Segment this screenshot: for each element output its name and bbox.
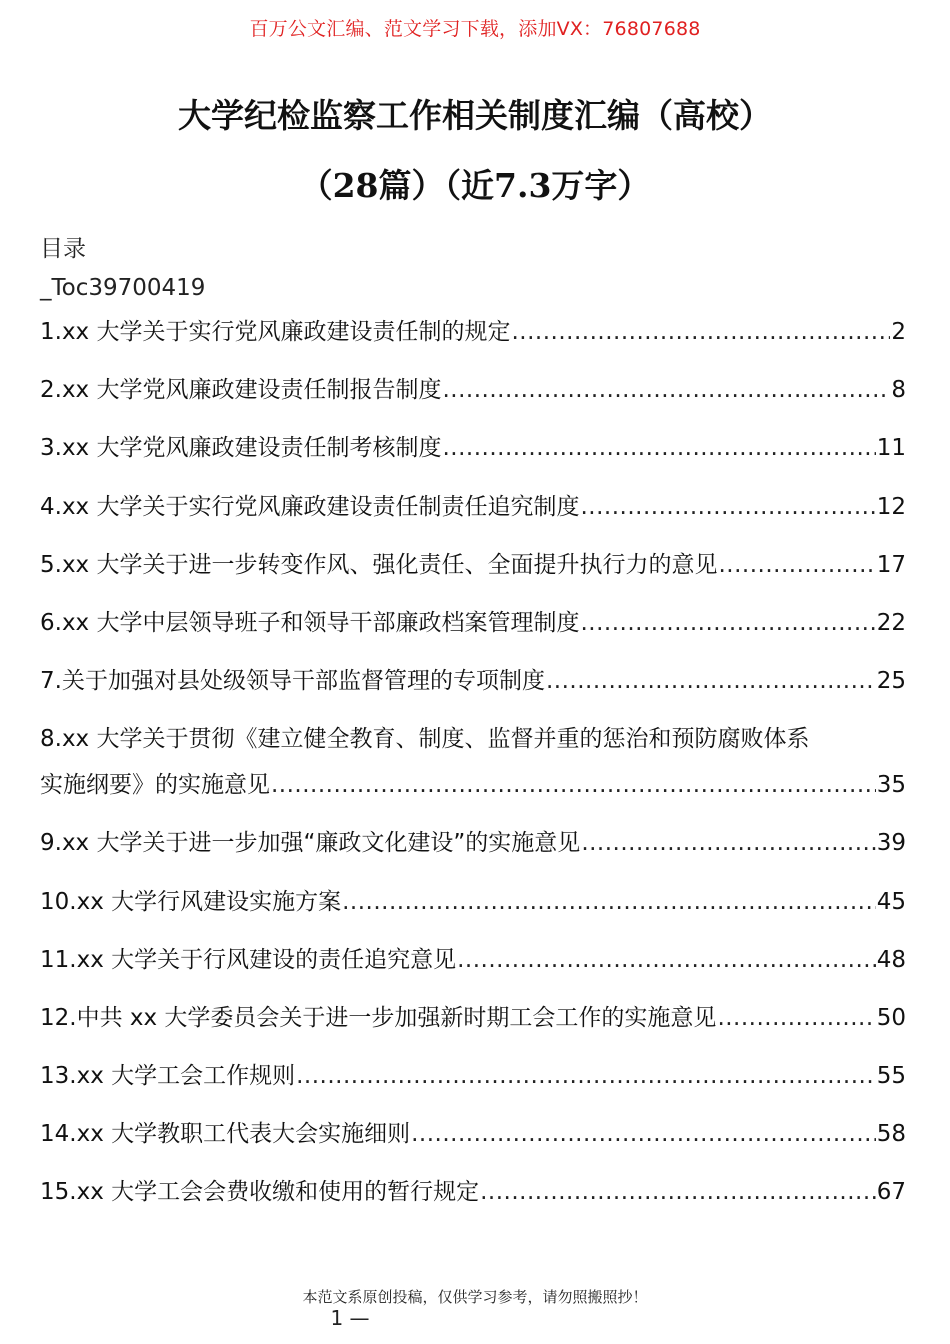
toc-entry-page: 55 <box>876 1063 906 1090</box>
toc-entry-page: 25 <box>876 668 906 695</box>
toc-entry-title[interactable]: 11.xx 大学关于行风建设的责任追究意见 <box>40 946 457 973</box>
toc-entry-page: 48 <box>876 946 906 973</box>
leader-dots <box>718 546 875 584</box>
toc-entry[interactable] <box>40 546 906 604</box>
toc-entry-title[interactable]: 10.xx 大学行风建设实施方案 <box>40 888 342 915</box>
toc-entry-title[interactable]: 13.xx 大学工会工作规则 <box>40 1063 296 1090</box>
toc-entry[interactable] <box>40 824 906 882</box>
toc-entry-page: 67 <box>876 1179 906 1206</box>
table-of-contents <box>40 313 906 1232</box>
toc-entry-page: 22 <box>876 609 906 636</box>
toc-entry[interactable] <box>40 883 906 941</box>
toc-entry-page: 50 <box>876 1004 906 1031</box>
toc-entry[interactable] <box>40 604 906 662</box>
toc-entry[interactable] <box>40 662 906 720</box>
toc-entry-title[interactable]: 1.xx 大学关于实行党风廉政建设责任制的规定 <box>40 319 511 345</box>
toc-entry-title-continued[interactable]: 实施纲要》的实施意见 <box>40 772 270 799</box>
toc-entry[interactable] <box>40 941 906 999</box>
leader-dots <box>342 883 876 921</box>
toc-entry[interactable] <box>40 371 906 429</box>
toc-heading: 目录 <box>40 236 86 262</box>
toc-entry-title[interactable]: 9.xx 大学关于进一步加强“廉政文化建设”的实施意见 <box>40 830 581 857</box>
toc-entry-title[interactable]: 14.xx 大学教职工代表大会实施细则 <box>40 1121 411 1148</box>
footer-note: 本范文系原创投稿，仅供学习参考，请勿照搬照抄！ <box>302 1288 648 1306</box>
toc-entry-page: 8 <box>891 377 906 404</box>
leader-dots <box>457 941 876 979</box>
toc-entry-title[interactable]: 7.关于加强对县处级领导干部监督管理的专项制度 <box>40 668 545 695</box>
toc-entry[interactable] <box>40 313 906 371</box>
toc-entry-page: 58 <box>876 1121 906 1148</box>
leader-dots <box>717 999 875 1037</box>
toc-entry-title[interactable]: 5.xx 大学关于进一步转变作风、强化责任、全面提升执行力的意见 <box>40 551 718 578</box>
leader-dots <box>271 766 876 804</box>
leader-dots <box>411 1115 876 1153</box>
leader-dots <box>480 1173 876 1211</box>
toc-entry-page: 17 <box>876 551 906 578</box>
toc-entry-title[interactable]: 3.xx 大学党风廉政建设责任制考核制度 <box>40 435 442 462</box>
toc-entry-page: 39 <box>876 830 906 857</box>
page-number: 1 — <box>330 1306 370 1330</box>
leader-dots <box>442 371 890 409</box>
toc-entry-title[interactable]: 4.xx 大学关于实行党风廉政建设责任制责任追究制度 <box>40 493 580 520</box>
leader-dots <box>580 604 875 642</box>
toc-entry-title[interactable]: 2.xx 大学党风廉政建设责任制报告制度 <box>40 377 442 404</box>
leader-dots <box>296 1057 876 1095</box>
toc-anchor-id: _Toc39700419 <box>40 275 206 301</box>
toc-entry-title[interactable]: 8.xx 大学关于贯彻《建立健全教育、制度、监督并重的惩治和预防腐败体系 <box>40 726 810 753</box>
toc-entry[interactable] <box>40 1173 906 1231</box>
leader-dots <box>442 429 875 467</box>
leader-dots <box>546 662 876 700</box>
header-banner: 百万公文汇编、范文学习下载，添加VX：76807688 <box>249 18 701 40</box>
leader-dots <box>581 824 875 862</box>
document-title: 大学纪检监察工作相关制度汇编（高校） <box>178 96 772 135</box>
toc-entry-page: 11 <box>876 435 906 462</box>
toc-entry-title[interactable]: 6.xx 大学中层领导班子和领导干部廉政档案管理制度 <box>40 609 580 636</box>
toc-entry-title[interactable]: 15.xx 大学工会会费收缴和使用的暂行规定 <box>40 1179 480 1206</box>
toc-entry-page: 35 <box>876 772 906 799</box>
toc-entry[interactable] <box>40 720 906 824</box>
toc-entry[interactable] <box>40 429 906 487</box>
toc-entry-page: 2 <box>891 319 906 345</box>
toc-entry-page: 45 <box>876 888 906 915</box>
toc-entry[interactable] <box>40 1057 906 1115</box>
toc-entry-title[interactable]: 12.中共 xx 大学委员会关于进一步加强新时期工会工作的实施意见 <box>40 1004 717 1031</box>
toc-entry[interactable] <box>40 1115 906 1173</box>
toc-entry[interactable] <box>40 999 906 1057</box>
document-subtitle: （28篇）（近7.3万字） <box>299 166 651 205</box>
toc-entry-page: 12 <box>876 493 906 520</box>
toc-entry[interactable] <box>40 488 906 546</box>
leader-dots <box>580 488 875 526</box>
leader-dots <box>511 313 890 351</box>
